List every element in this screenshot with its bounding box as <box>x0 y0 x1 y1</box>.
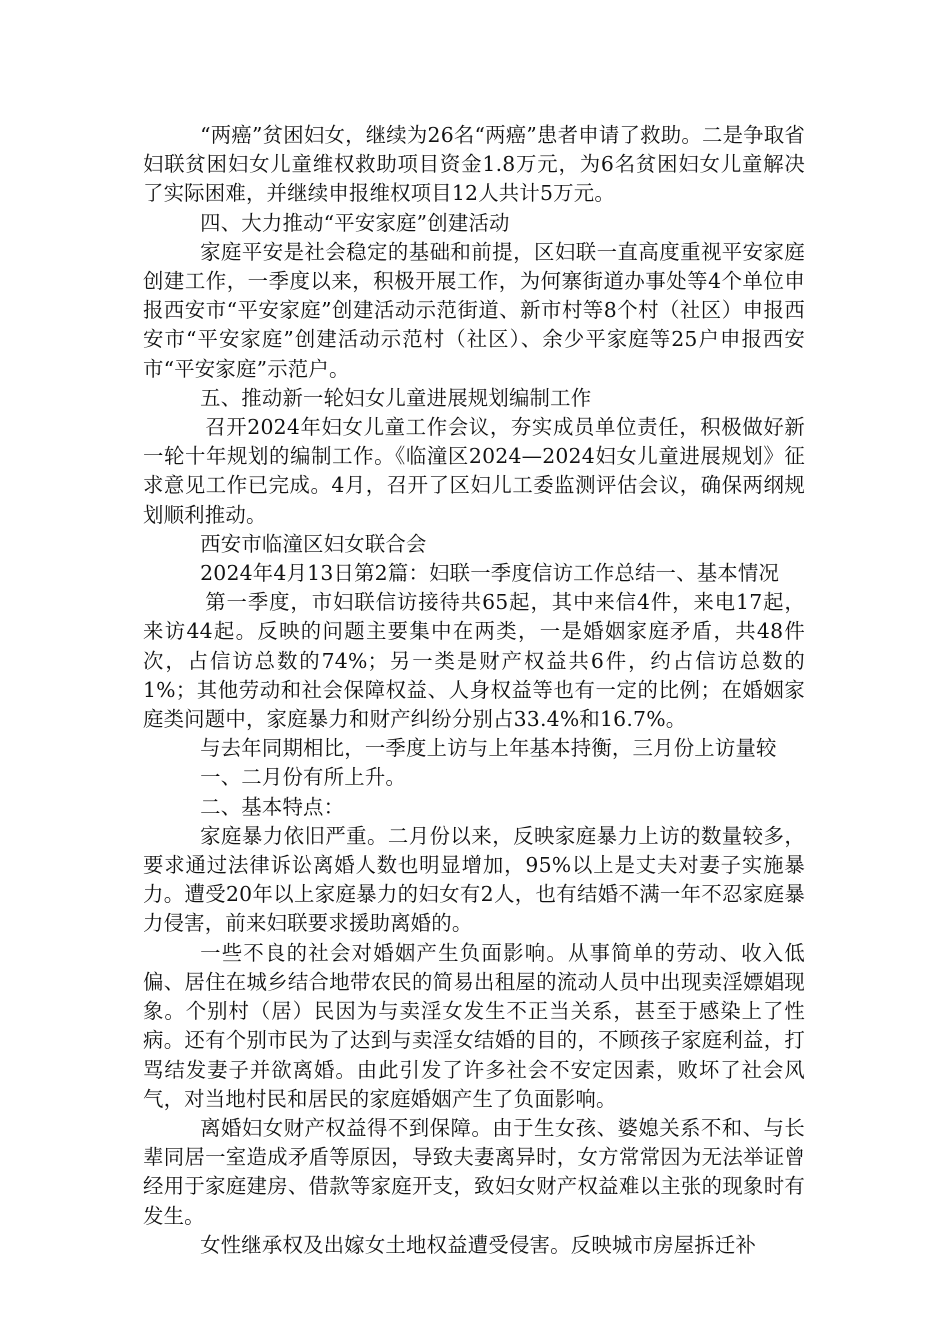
heading-basic-features: 二、基本特点： <box>200 794 345 819</box>
paragraph-planning-work: 召开2024年妇女儿童工作会议，夯实成员单位责任，积极做好新一轮十年规划的编制工作。《临潼区2024—2024妇女儿童进展规划》征求意见工作已完成。4月，召开了区妇儿工委监测评估会议，确保两纲规划顺利推动。 <box>143 415 805 527</box>
heading-section-4: 四、大力推动“平安家庭”创建活动 <box>200 210 510 235</box>
paragraph-poverty-aid: “两癌”贫困妇女，继续为26名“两癌”患者申请了救助。二是争取省妇联贫困妇女儿童维权救助项目资金1.8万元，为6名贫困妇女儿童解决了实际困难，并继续申报维权项目12人共计5万元。 <box>143 123 805 206</box>
organization-signature: 西安市临潼区妇女联合会 <box>200 531 427 556</box>
paragraph-domestic-violence: 家庭暴力依旧严重。二月份以来，反映家庭暴力上访的数量较多，要求通过法律诉讼离婚人数也明显增加，95%以上是丈夫对妻子实施暴力。遭受20年以上家庭暴力的妇女有2人，也有结婚不满一年不忍家庭暴力侵害，前来妇联要求援助离婚的。 <box>143 823 805 936</box>
paragraph-year-comparison: 与去年同期相比，一季度上访与上年基本持衡，三月份上访量较 <box>200 736 777 761</box>
heading-section-5: 五、推动新一轮妇女儿童进展规划编制工作 <box>200 385 592 410</box>
paragraph-rise-jan-feb: 一、二月份有所上升。 <box>200 765 407 790</box>
document-body <box>143 121 805 1260</box>
paragraph-inheritance-rights: 女性继承权及出嫁女土地权益遭受侵害。反映城市房屋拆迁补 <box>200 1232 757 1257</box>
date-and-next-article: 2024年4月13日第2篇：妇联一季度信访工作总结一、基本情况 <box>200 561 780 586</box>
paragraph-social-influence: 一些不良的社会对婚姻产生负面影响。从事简单的劳动、收入低偏、居住在城乡结合地带农民的简易出租屋的流动人员中出现卖淫嫖娼现象。个别村（居）民因为与卖淫女发生不正当关系，甚至于感染上了性病。还有个别市民为了达到与卖淫女结婚的目的，不顾孩子家庭利益，打骂结发妻子并欲离婚。由此引发了许多社会不安定因素，败坏了社会风气，对当地村民和居民的家庭婚姻产生了负面影响。 <box>143 940 805 1111</box>
paragraph-petition-stats: 第一季度，市妇联信访接待共65起，其中来信4件，来电17起，来访44起。反映的问题主要集中在两类，一是婚姻家庭矛盾，共48件次，占信访总数的74%；另一类是财产权益共6件，约占信访总数的1%；其他劳动和社会保障权益、人身权益等也有一定的比例；在婚姻家庭类问题中，家庭暴力和财产纠纷分别占33.4%和16.7%。 <box>143 590 805 732</box>
paragraph-property-rights: 离婚妇女财产权益得不到保障。由于生女孩、婆媳关系不和、与长辈同居一室造成矛盾等原因，导致夫妻离异时，女方常常因为无法举证曾经用于家庭建房、借款等家庭开支，致妇女财产权益难以主张的现象时有发生。 <box>143 1115 805 1228</box>
paragraph-safe-family: 家庭平安是社会稳定的基础和前提，区妇联一直高度重视平安家庭创建工作，一季度以来，积极开展工作，为何寨街道办事处等4个单位申报西安市“平安家庭”创建活动示范街道、新市村等8个村（社区）申报西安市“平安家庭”创建活动示范村（社区）、余少平家庭等25户申报西安市“平安家庭”示范户。 <box>143 239 805 381</box>
